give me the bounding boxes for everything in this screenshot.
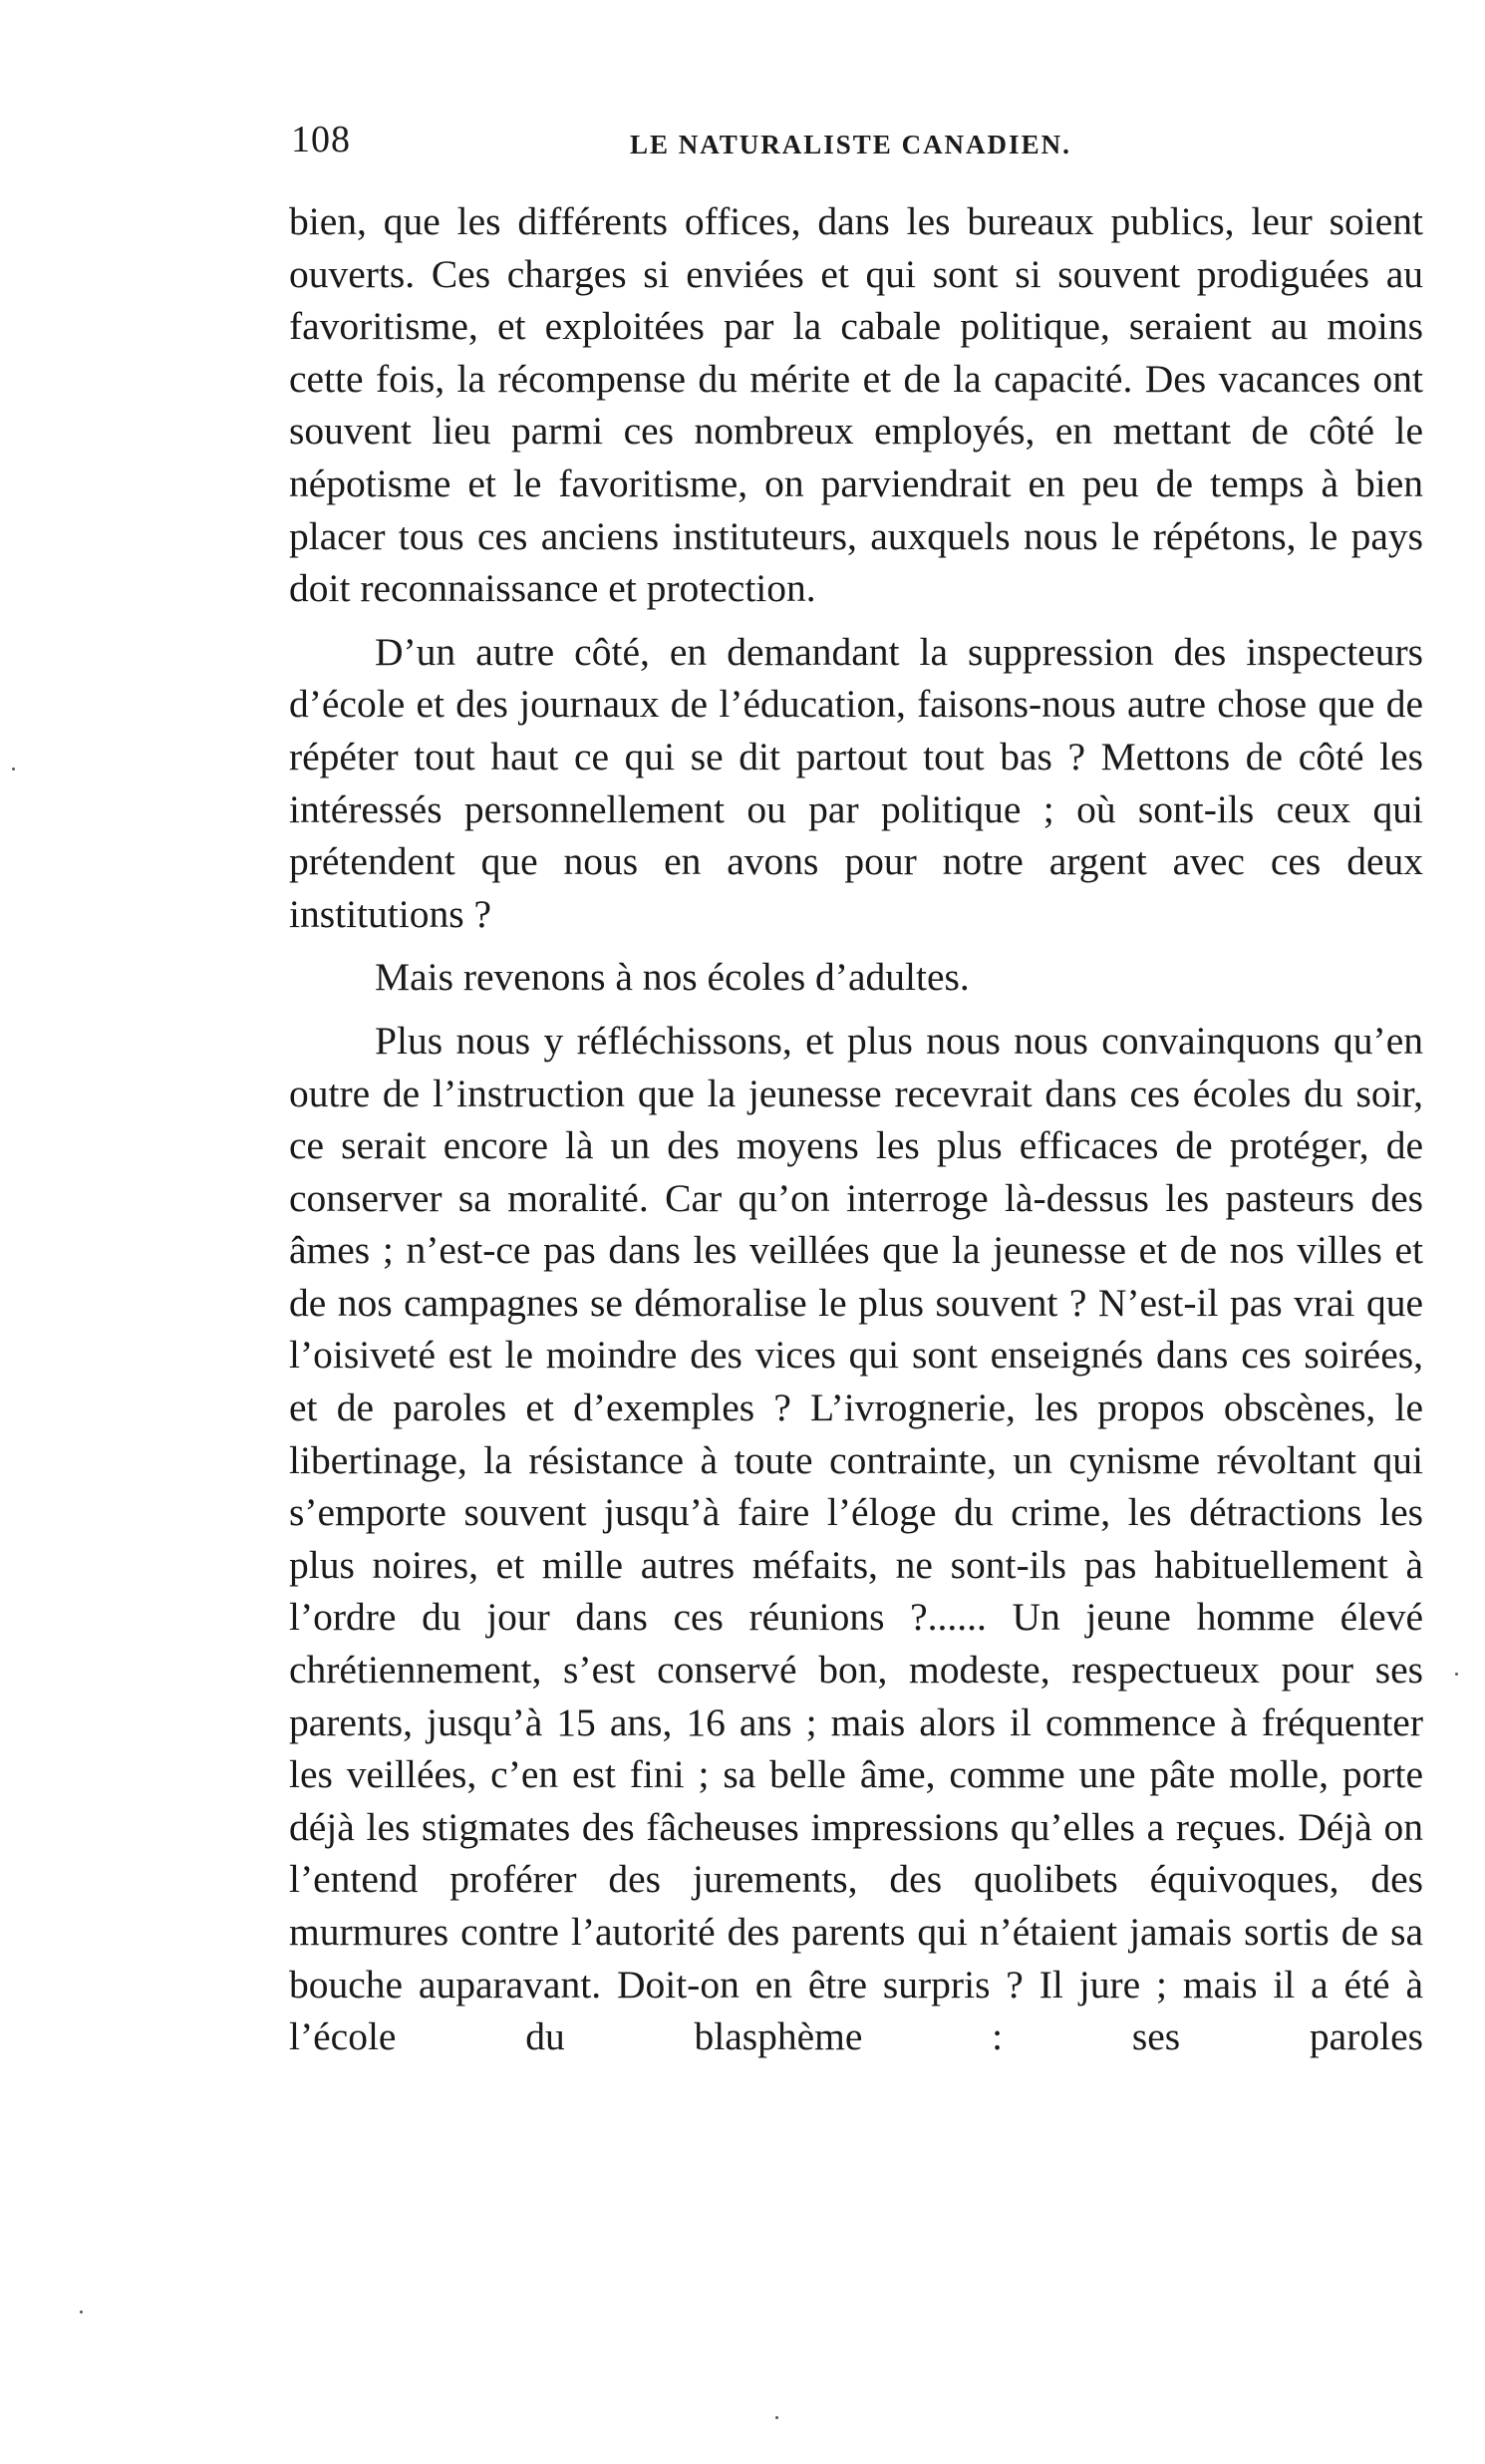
running-head [291,118,1427,167]
paragraph-3: Mais revenons à nos écoles d’adultes. [375,955,970,1000]
journal-title: LE NATURALISTE CANADIEN. [630,130,1071,159]
paragraph-4: Plus nous y réfléchissons, et plus nous nous convainquons qu’en outre de l’instruction que la jeunesse recevrait dans ces écoles du soir, ce serait encore là un des moyens les plus efficaces de protéger, de conserver sa moralité. Car qu’on interroge là-dessus les pasteurs des âmes ; n’est-ce pas dans les veillées que la jeunesse et de nos villes et de nos campagnes se démoralise le plus souvent ? N’est-il pas vrai que l’oisiveté est le moindre des vices qui sont enseignés dans ces soirées, et de paroles et d’exemples ? L’ivrognerie, les propos obscènes, le libertinage, la résistance à toute contrainte, un cynisme révoltant qui s’emporte souvent jusqu’à faire l’éloge du crime, les détractions les plus noires, et mille autres méfaits, ne sont-ils pas habituellement à l’ordre du jour dans ces réunions ?...... Un jeune homme élevé chrétiennement, s’est conservé bon, modeste, respectueux pour ses parents, jusqu’à 15 ans, 16 ans ; mais alors il commence à fréquenter les veillées, c’en est fini ; sa belle âme, comme une pâte molle, porte déjà les stigmates des fâcheuses impressions qu’elles a reçues. Déjà on l’entend proférer des jurements, des quolibets équivoques, des murmures contre l’autorité des parents qui n’étaient jamais sortis de sa bouche auparavant. Doit-on en être surpris ? Il jure ; mais il a été à l’école du blasphème : ses paroles [289,1018,1423,2059]
scan-speck [775,2416,778,2419]
paragraph-2: D’un autre côté, en demandant la suppression des inspecteurs d’école et des journaux de l’éducation, faisons-nous autre chose que de répéter tout haut ce qui se dit partout tout bas ? Mettons de côté les intéressés personnellement ou par politique ; où sont-ils ceux qui prétendent que nous en avons pour notre argent avec ces deux institutions ? [289,629,1423,936]
page-number: 108 [291,119,351,160]
scan-speck [80,2310,83,2313]
scan-speck [12,768,15,770]
paragraph-1: bien, que les différents offices, dans les bureaux publics, leur soient ouverts. Ces charges si enviées et qui sont si souvent prodiguées au favoritisme, et exploitées par la cabale politique, seraient au moins cette fois, la récompense du mérite et de la capacité. Des vacances ont souvent lieu parmi ces nombreux employés, en mettant de côté le népotisme et le favoritisme, on parviendrait en peu de temps à bien placer tous ces anciens instituteurs, auxquels nous le répétons, le pays doit reconnaissance et protection. [289,199,1423,611]
body-text [289,195,1423,2063]
scan-speck [1455,1673,1458,1676]
